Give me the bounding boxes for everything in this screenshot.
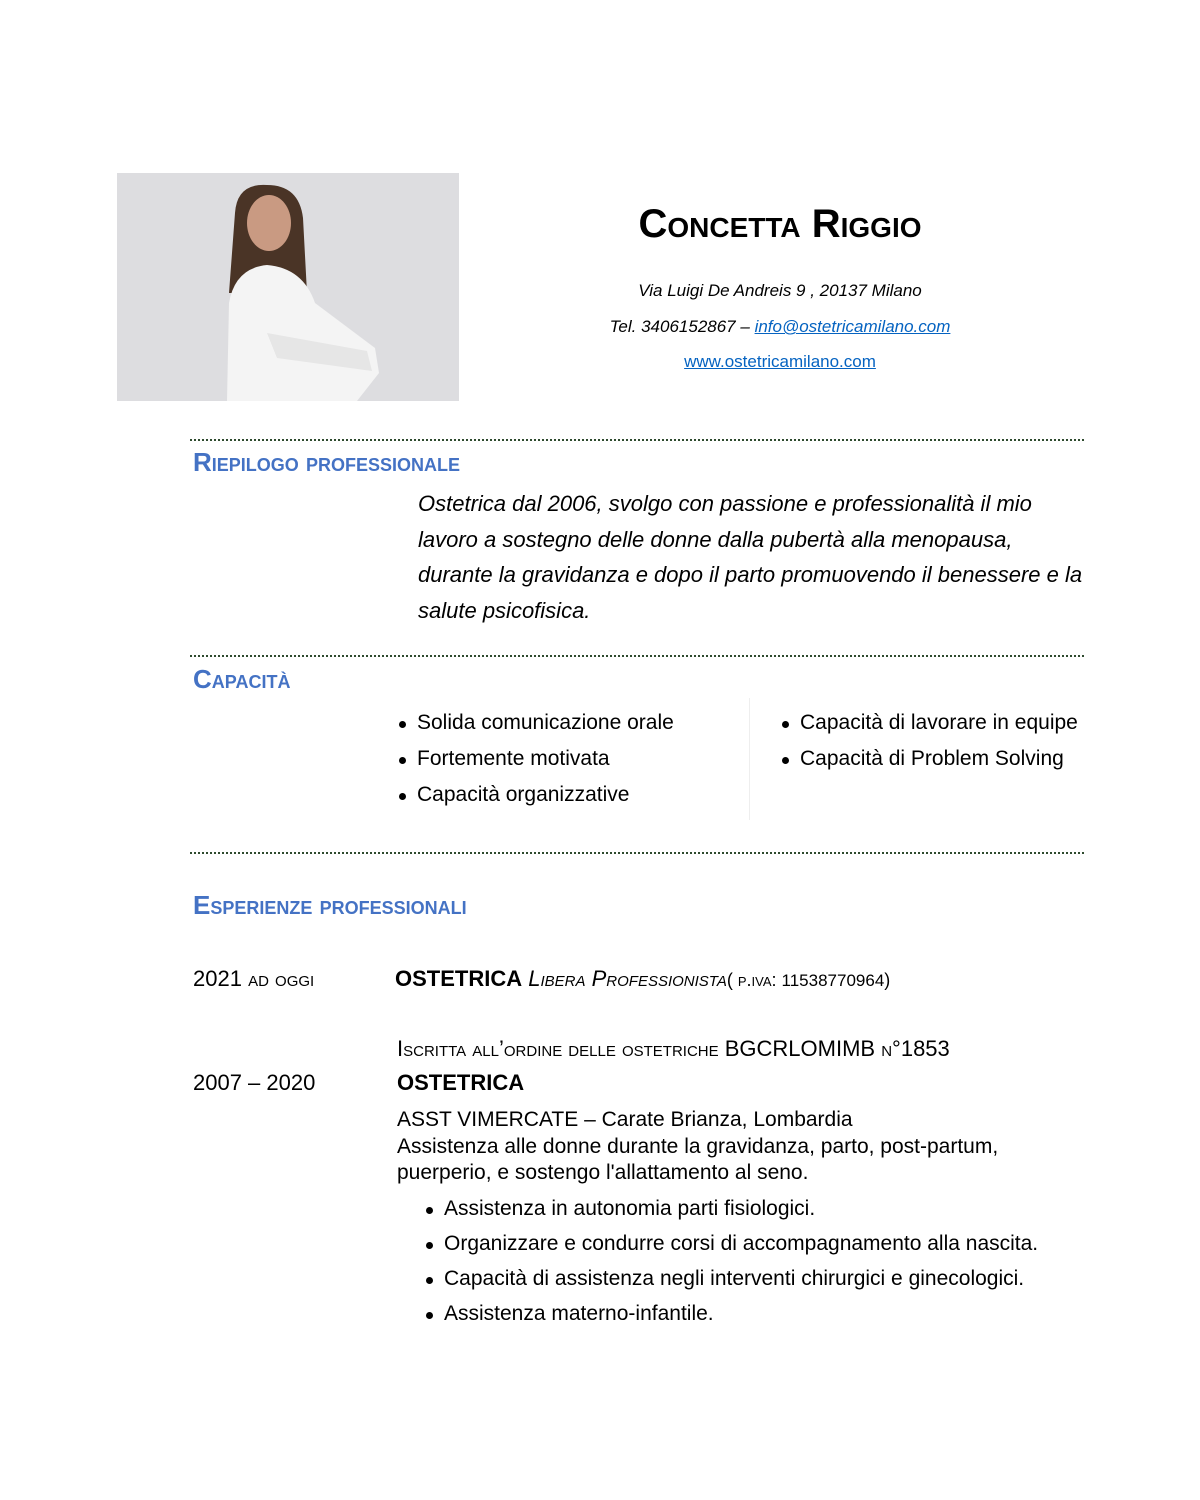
skills-list-left (397, 705, 674, 813)
registration-text: Iscritta all’ordine delle ostetriche BGCRLOMIMB n° (397, 1036, 901, 1061)
summary-text: Ostetrica dal 2006, svolgo con passione e professionalità il mio lavoro a sostegno delle donne dalla pubertà alla menopausa, durante la gravidanza e dopo il parto promuovendo il benessere e la salute psicofisica. (418, 491, 1083, 623)
contact-line (560, 317, 1000, 337)
divider (190, 655, 1084, 657)
job-date: 2007 – 2020 (193, 1070, 316, 1095)
vat-number: 11538770964 (781, 971, 885, 990)
list-item: Capacità di lavorare in equipe (780, 705, 1078, 741)
divider (190, 439, 1084, 441)
person-photo-icon (117, 173, 459, 401)
job-title: OSTETRICA (395, 966, 523, 991)
job-duties (424, 1191, 1097, 1331)
job-subtitle: Libera Professionista (528, 966, 727, 991)
list-item: Capacità organizzative (397, 777, 674, 813)
job-details (397, 1107, 1097, 1331)
vat-close: ) (884, 970, 891, 990)
date-rest: ad oggi (248, 966, 315, 991)
skills-list-right (780, 705, 1078, 777)
job-description: Assistenza alle donne durante la gravidanza, parto, post-partum, puerperio, e sostengo l'allattamento al seno. (397, 1134, 999, 1184)
divider (190, 852, 1084, 854)
date-year: 2021 (193, 966, 242, 991)
candidate-name: Concetta Riggio (638, 202, 922, 246)
website-line (560, 352, 1000, 372)
address: Via Luigi De Andreis 9 , 20137 Milano (638, 281, 922, 300)
vat-label: ( p.iva: (726, 970, 782, 990)
profile-photo (117, 173, 459, 401)
job-title-line (395, 966, 890, 992)
list-item: Assistenza in autonomia parti fisiologici. (424, 1191, 1097, 1226)
list-item: Organizzare e condurre corsi di accompagnamento alla nascita. (424, 1226, 1097, 1261)
website-link[interactable]: www.ostetricamilano.com (684, 352, 876, 371)
phone: Tel. 3406152867 – (609, 317, 750, 336)
registration (397, 1036, 950, 1062)
registration-number: 1853 (900, 1036, 950, 1061)
section-heading-summary: Riepilogo professionale (193, 447, 461, 477)
list-item: Assistenza materno-infantile. (424, 1296, 1097, 1331)
section-heading-experience: Esperienze professionali (193, 890, 467, 920)
job-title: OSTETRICA (397, 1070, 525, 1095)
list-item: Fortemente motivata (397, 741, 674, 777)
list-item: Capacità di Problem Solving (780, 741, 1078, 777)
list-item: Capacità di assistenza negli interventi chirurgici e ginecologici. (424, 1261, 1097, 1296)
column-separator (749, 698, 750, 820)
job-date (193, 966, 314, 992)
section-heading-skills: Capacità (193, 664, 291, 694)
employer: ASST VIMERCATE – Carate Brianza, Lombardia (397, 1108, 853, 1131)
list-item: Solida comunicazione orale (397, 705, 674, 741)
email-link[interactable]: info@ostetricamilano.com (754, 317, 951, 336)
